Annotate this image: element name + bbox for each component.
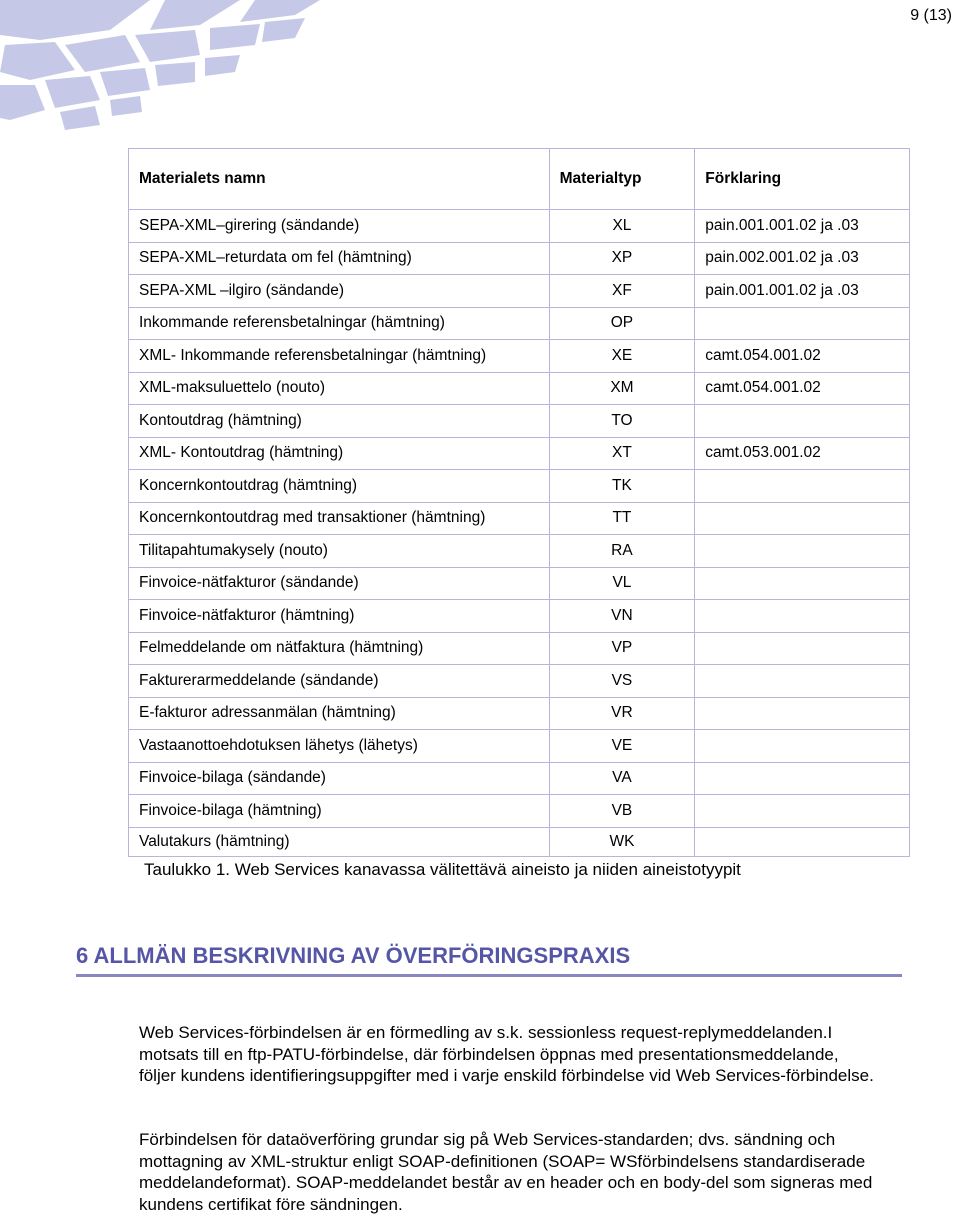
cell-material-name: XML- Kontoutdrag (hämtning): [129, 437, 550, 470]
cell-material-name: SEPA-XML –ilgiro (sändande): [129, 275, 550, 308]
cell-explanation: [695, 730, 910, 763]
company-logo: [0, 0, 330, 130]
cell-explanation: [695, 665, 910, 698]
cell-material-type: WK: [549, 827, 695, 856]
cell-material-name: Koncernkontoutdrag med transaktioner (hämtning): [129, 502, 550, 535]
cell-material-name: Finvoice-bilaga (sändande): [129, 762, 550, 795]
cell-material-type: TK: [549, 470, 695, 503]
page-number: 9 (13): [910, 7, 952, 24]
cell-material-type: VP: [549, 632, 695, 665]
table-row: [129, 730, 910, 763]
cell-material-name: Felmeddelande om nätfaktura (hämtning): [129, 632, 550, 665]
cell-explanation: pain.001.001.02 ja .03: [695, 210, 910, 243]
table-row: [129, 535, 910, 568]
cell-explanation: [695, 535, 910, 568]
table-header-row: [129, 149, 910, 210]
cell-explanation: pain.001.001.02 ja .03: [695, 275, 910, 308]
cell-material-type: VA: [549, 762, 695, 795]
cell-material-type: XM: [549, 372, 695, 405]
paragraph: Web Services-förbindelsen är en förmedling av s.k. sessionless request-replymeddelanden.I motsats till en ftp-PATU-förbindelse, där förbindelsen öppnas med presentationsmeddelande, följer kundens identifieringsuppgifter med i varje enskild förbindelse vid Web Services-förbindelse.: [139, 1023, 874, 1085]
cell-material-type: VS: [549, 665, 695, 698]
cell-material-name: E-fakturor adressanmälan (hämtning): [129, 697, 550, 730]
cell-explanation: [695, 697, 910, 730]
cell-material-type: VN: [549, 600, 695, 633]
cell-material-name: Fakturerarmeddelande (sändande): [129, 665, 550, 698]
cell-material-name: Finvoice-nätfakturor (hämtning): [129, 600, 550, 633]
table-row: [129, 665, 910, 698]
paragraph: Förbindelsen för dataöverföring grundar sig på Web Services-standarden; dvs. sändning och mottagning av XML-struktur enligt SOAP-definitionen (SOAP= WSförbindelsens standardiserade meddelandeformat). SOAP-meddelandet består av en header och en body-del som signeras med kundens certifikat före sändningen.: [139, 1130, 873, 1214]
cell-material-type: OP: [549, 307, 695, 340]
material-types-table: [128, 148, 910, 857]
cell-explanation: pain.002.001.02 ja .03: [695, 242, 910, 275]
cell-material-type: VR: [549, 697, 695, 730]
cell-explanation: [695, 502, 910, 535]
cell-explanation: [695, 827, 910, 856]
cell-material-type: VB: [549, 795, 695, 828]
table-row: [129, 795, 910, 828]
table-row: [129, 437, 910, 470]
cell-explanation: camt.053.001.02: [695, 437, 910, 470]
cell-explanation: [695, 795, 910, 828]
table-row: [129, 275, 910, 308]
cell-explanation: [695, 470, 910, 503]
cell-material-type: XT: [549, 437, 695, 470]
table-row: [129, 242, 910, 275]
cell-material-name: SEPA-XML–girering (sändande): [129, 210, 550, 243]
cell-material-type: TO: [549, 405, 695, 438]
cell-material-type: TT: [549, 502, 695, 535]
cell-material-name: Inkommande referensbetalningar (hämtning): [129, 307, 550, 340]
cell-explanation: [695, 600, 910, 633]
cell-material-name: XML-maksuluettelo (nouto): [129, 372, 550, 405]
table-row: [129, 372, 910, 405]
cell-material-type: VE: [549, 730, 695, 763]
cell-material-name: Finvoice-bilaga (hämtning): [129, 795, 550, 828]
cell-explanation: [695, 632, 910, 665]
table-row: [129, 340, 910, 373]
column-header-explanation: Förklaring: [695, 149, 910, 210]
cell-material-name: Kontoutdrag (hämtning): [129, 405, 550, 438]
cell-explanation: [695, 567, 910, 600]
table-row: [129, 827, 910, 856]
table-row: [129, 405, 910, 438]
cell-material-type: RA: [549, 535, 695, 568]
cell-explanation: camt.054.001.02: [695, 372, 910, 405]
cell-explanation: [695, 307, 910, 340]
column-header-material-type: Materialtyp: [549, 149, 695, 210]
table-row: [129, 470, 910, 503]
table-row: [129, 600, 910, 633]
cell-material-name: Finvoice-nätfakturor (sändande): [129, 567, 550, 600]
cell-material-type: XL: [549, 210, 695, 243]
table-row: [129, 697, 910, 730]
cell-material-type: XP: [549, 242, 695, 275]
cell-material-name: SEPA-XML–returdata om fel (hämtning): [129, 242, 550, 275]
cell-explanation: camt.054.001.02: [695, 340, 910, 373]
cell-material-type: XE: [549, 340, 695, 373]
table-row: [129, 762, 910, 795]
cell-explanation: [695, 405, 910, 438]
cell-material-name: Koncernkontoutdrag (hämtning): [129, 470, 550, 503]
table-row: [129, 210, 910, 243]
cell-explanation: [695, 762, 910, 795]
table-row: [129, 502, 910, 535]
section-heading: 6 ALLMÄN BESKRIVNING AV ÖVERFÖRINGSPRAXIS: [76, 943, 902, 977]
cell-material-type: VL: [549, 567, 695, 600]
cell-material-name: Tilitapahtumakysely (nouto): [129, 535, 550, 568]
table-row: [129, 567, 910, 600]
cell-material-name: XML- Inkommande referensbetalningar (hämtning): [129, 340, 550, 373]
table-row: [129, 632, 910, 665]
table-row: [129, 307, 910, 340]
column-header-material-name: Materialets namn: [129, 149, 550, 210]
cell-material-name: Valutakurs (hämtning): [129, 827, 550, 856]
cell-material-name: Vastaanottoehdotuksen lähetys (lähetys): [129, 730, 550, 763]
table-caption: Taulukko 1. Web Services kanavassa välitettävä aineisto ja niiden aineistotyypit: [144, 860, 741, 879]
cell-material-type: XF: [549, 275, 695, 308]
